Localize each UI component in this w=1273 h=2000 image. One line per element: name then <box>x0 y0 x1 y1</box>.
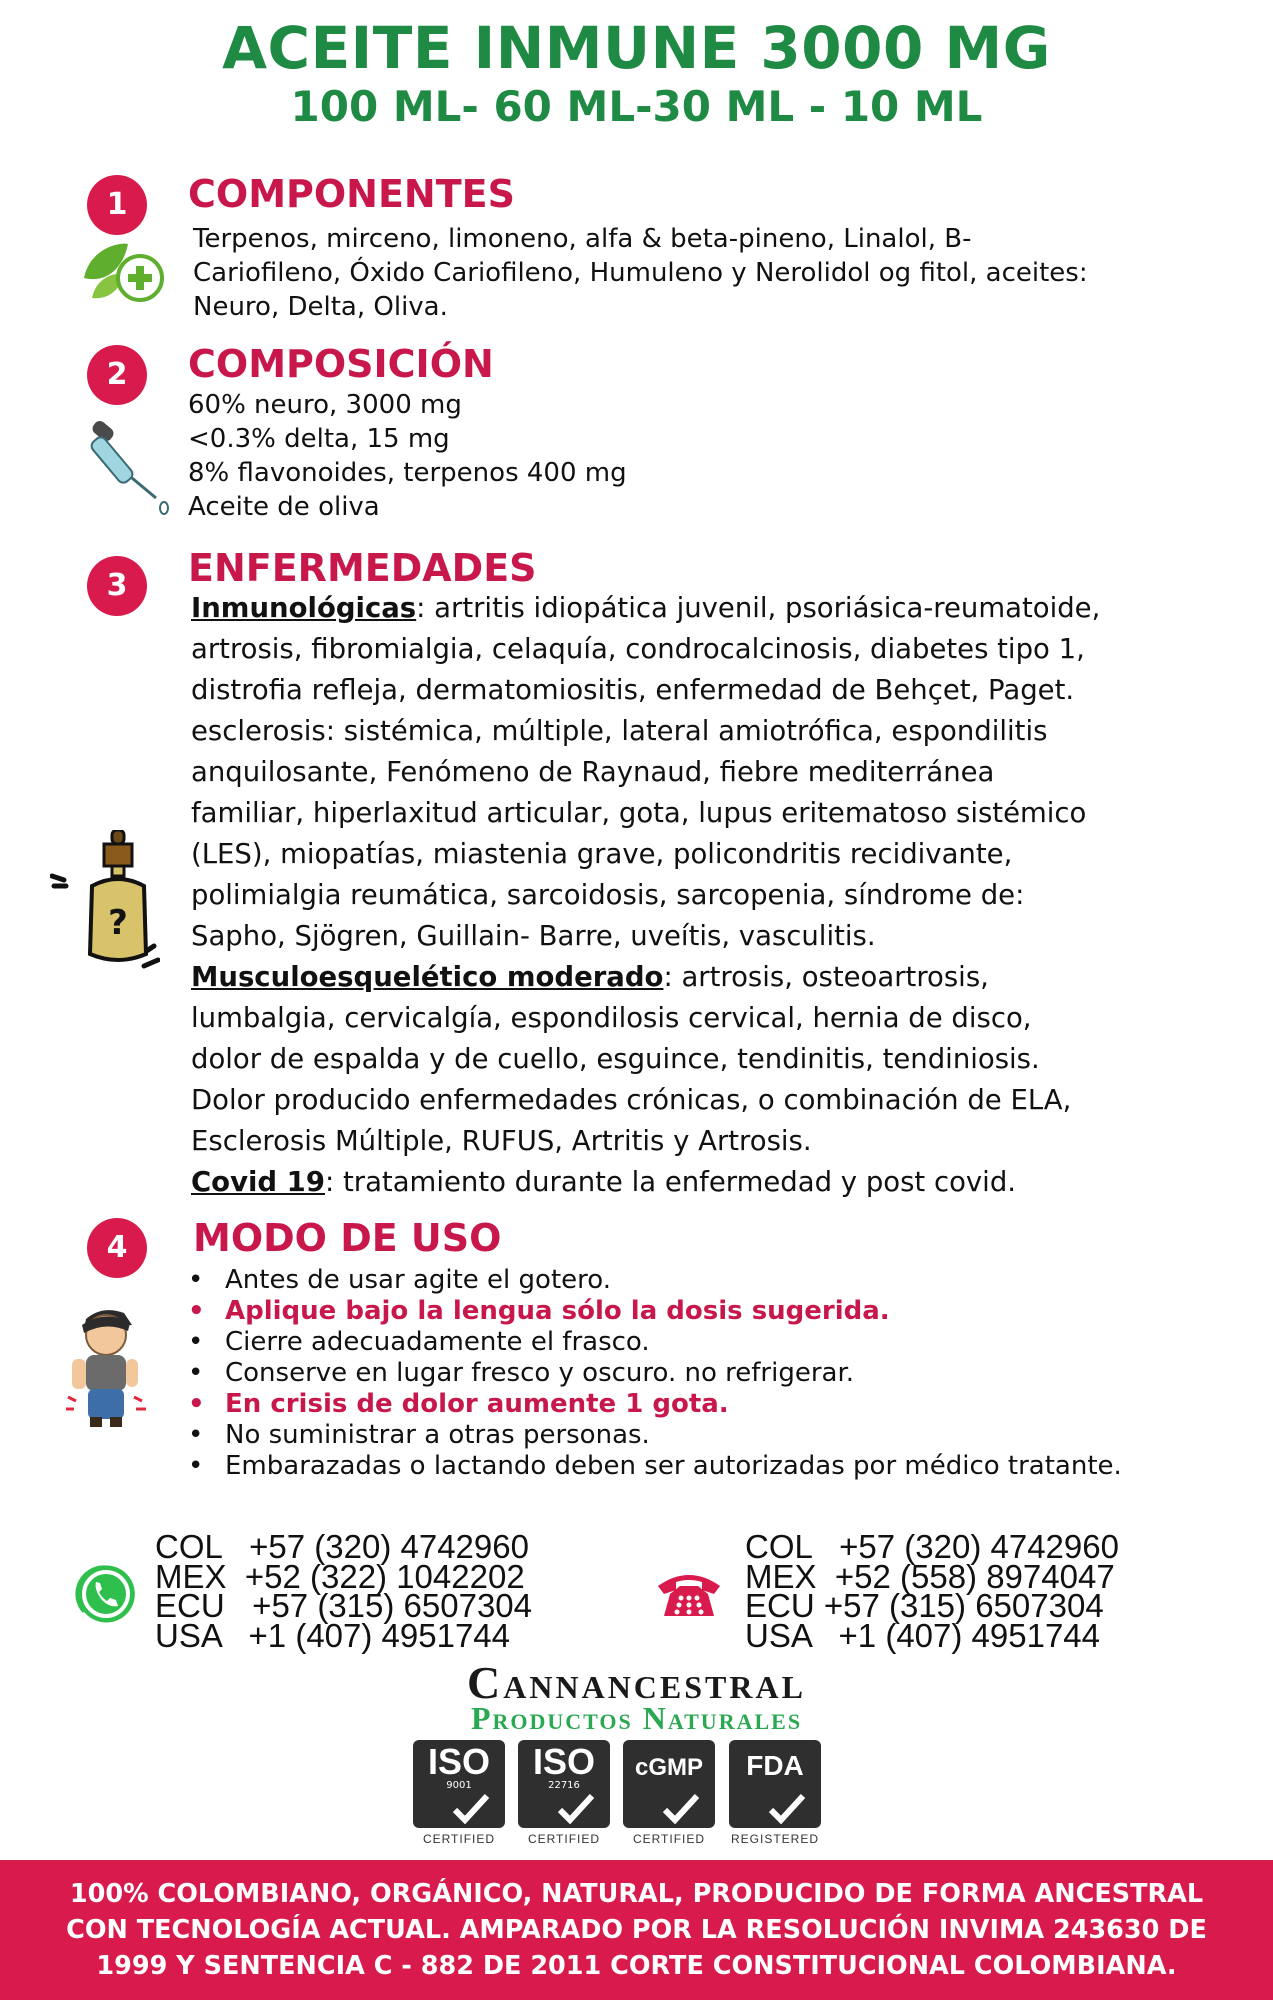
checkmark-icon <box>556 1794 596 1824</box>
cert-title: ISO <box>532 1741 595 1782</box>
cert-iso-9001 <box>413 1740 505 1846</box>
composicion-line: Aceite de oliva <box>188 492 380 522</box>
label-musculoesqueletico: Musculoesquelético moderado <box>191 961 664 993</box>
contact-line: ECU +57 (315) 6507304 <box>745 1587 1104 1624</box>
dropper-icon <box>88 420 172 516</box>
enfermedades-line: Sapho, Sjögren, Guillain- Barre, uveítis, vasculitis. <box>191 920 876 952</box>
svg-text:?: ? <box>108 903 128 943</box>
label-inmunologicas: Inmunológicas <box>191 592 417 624</box>
list-item: • Embarazadas o lactando deben ser autorizadas por médico tratante. <box>188 1451 1138 1482</box>
contact-line: MEX +52 (322) 1042202 <box>155 1557 525 1595</box>
list-item: • Antes de usar agite el gotero. <box>188 1265 1138 1296</box>
checkmark-icon <box>767 1794 807 1824</box>
cert-iso-22716 <box>518 1740 610 1846</box>
label-covid: Covid 19 <box>191 1166 325 1198</box>
enfermedades-line: polimialgia reumática, sarcoidosis, sarcopenia, síndrome de: <box>191 879 1025 911</box>
cert-cgmp <box>623 1740 715 1846</box>
page-title: ACEITE INMUNE 3000 MG <box>222 14 1051 82</box>
cert-number: 22716 <box>548 1780 580 1791</box>
footer-banner <box>0 1860 1273 2000</box>
composicion-line: 60% neuro, 3000 mg <box>188 390 462 420</box>
enfermedades-line: distrofia refleja, dermatomiositis, enfermedad de Behçet, Paget. <box>191 674 1075 706</box>
composicion-line: 8% flavonoides, terpenos 400 mg <box>188 458 627 488</box>
cert-number: 9001 <box>446 1780 472 1791</box>
enfermedades-text <box>191 588 1241 1203</box>
section-heading-modo-de-uso: MODO DE USO <box>193 1216 502 1260</box>
section-heading-enfermedades: ENFERMEDADES <box>188 546 537 590</box>
contact-line: MEX +52 (558) 8974047 <box>745 1557 1115 1595</box>
leaf-plus-icon <box>80 238 166 308</box>
contact-line: COL +57 (320) 4742960 <box>155 1528 529 1565</box>
enfermedades-line: Dolor producido enfermedades crónicas, o combinación de ELA, <box>191 1084 1072 1116</box>
enfermedades-line: artrosis, fibromialgia, celaquía, condrocalcinosis, diabetes tipo 1, <box>191 633 1085 665</box>
cert-fda <box>729 1740 821 1846</box>
list-item: • No suministrar a otras personas. <box>188 1420 1138 1451</box>
footer-line: 100% COLOMBIANO, ORGÁNICO, NATURAL, PRODUCIDO DE FORMA ANCESTRAL <box>69 1879 1204 1909</box>
cert-title: ISO <box>427 1741 490 1782</box>
enfermedades-line: anquilosante, Fenómeno de Raynaud, fiebre mediterránea <box>191 756 995 788</box>
enfermedades-line: : artrosis, osteoartrosis, <box>663 961 989 993</box>
enfermedades-line: dolor de espalda y de cuello, esguince, tendinitis, tendiniosis. <box>191 1043 1040 1075</box>
whatsapp-icon <box>72 1560 140 1628</box>
section-heading-composicion: COMPOSICIÓN <box>188 342 494 386</box>
footer-line: 1999 Y SENTENCIA C - 882 DE 2011 CORTE CONSTITUCIONAL COLOMBIANA. <box>96 1951 1177 1981</box>
enfermedades-line: (LES), miopatías, miastenia grave, policondritis recidivante, <box>191 838 1013 870</box>
oil-bottle-question-icon <box>50 830 160 980</box>
composicion-line: <0.3% delta, 15 mg <box>188 424 450 454</box>
cert-caption: CERTIFIED <box>422 1832 496 1846</box>
section-heading-componentes: COMPONENTES <box>188 172 515 216</box>
enfermedades-line: lumbalgia, cervicalgía, espondilosis cervical, hernia de disco, <box>191 1002 1032 1034</box>
brand-tagline: Productos Naturales <box>470 1700 803 1736</box>
cert-caption: CERTIFIED <box>632 1832 706 1846</box>
telephone-icon <box>656 1568 722 1620</box>
checkmark-icon <box>451 1794 491 1824</box>
enfermedades-line: Esclerosis Múltiple, RUFUS, Artritis y Artrosis. <box>191 1125 812 1157</box>
enfermedades-line: : tratamiento durante la enfermedad y post covid. <box>324 1166 1017 1198</box>
list-item: • Conserve en lugar fresco y oscuro. no refrigerar. <box>188 1358 1138 1389</box>
cert-title: cGMP <box>634 1754 703 1781</box>
footer-line: CON TECNOLOGÍA ACTUAL. AMPARADO POR LA RESOLUCIÓN INVIMA 243630 DE <box>66 1915 1207 1945</box>
enfermedades-line: : artritis idiopática juvenil, psoriásica-reumatoide, <box>416 592 1101 624</box>
contact-line: ECU +57 (315) 6507304 <box>155 1587 533 1624</box>
contact-line: USA +1 (407) 4951744 <box>155 1616 511 1654</box>
modo-de-uso-list <box>188 1265 1138 1482</box>
composicion-list <box>188 388 627 524</box>
whatsapp-contacts <box>155 1528 533 1654</box>
list-item-highlight: • Aplique bajo la lengua sólo la dosis sugerida. <box>188 1296 1138 1327</box>
page-subtitle: 100 ML- 60 ML-30 ML - 10 ML <box>290 82 983 131</box>
contact-line: COL +57 (320) 4742960 <box>745 1528 1119 1565</box>
checkmark-icon <box>661 1794 701 1824</box>
section-number-3: 3 <box>87 556 147 616</box>
section-number-4: 4 <box>87 1218 147 1278</box>
section-number-1: 1 <box>87 175 147 235</box>
componentes-text: Terpenos, mirceno, limoneno, alfa & beta-pineno, Linalol, B-Cariofileno, Óxido Cariofileno, Humuleno y Nerolidol og fitol, aceites: Neuro, Delta, Oliva. <box>193 224 1088 322</box>
phone-contacts <box>745 1528 1119 1654</box>
section-number-2: 2 <box>87 345 147 405</box>
brand-logo-name: Cannancestral <box>467 1657 806 1708</box>
list-item-highlight: • En crisis de dolor aumente 1 gota. <box>188 1389 1138 1420</box>
contact-line: USA +1 (407) 4951744 <box>745 1616 1101 1654</box>
cert-caption: REGISTERED <box>730 1832 819 1846</box>
cert-caption: CERTIFIED <box>527 1832 601 1846</box>
cert-title: FDA <box>746 1750 804 1781</box>
list-item: • Cierre adecuadamente el frasco. <box>188 1327 1138 1358</box>
enfermedades-line: esclerosis: sistémica, múltiple, lateral amiotrófica, espondilitis <box>191 715 1048 747</box>
enfermedades-line: familiar, hiperlaxitud articular, gota, lupus eritematoso sistémico <box>191 797 1087 829</box>
person-back-pain-icon <box>62 1305 152 1429</box>
